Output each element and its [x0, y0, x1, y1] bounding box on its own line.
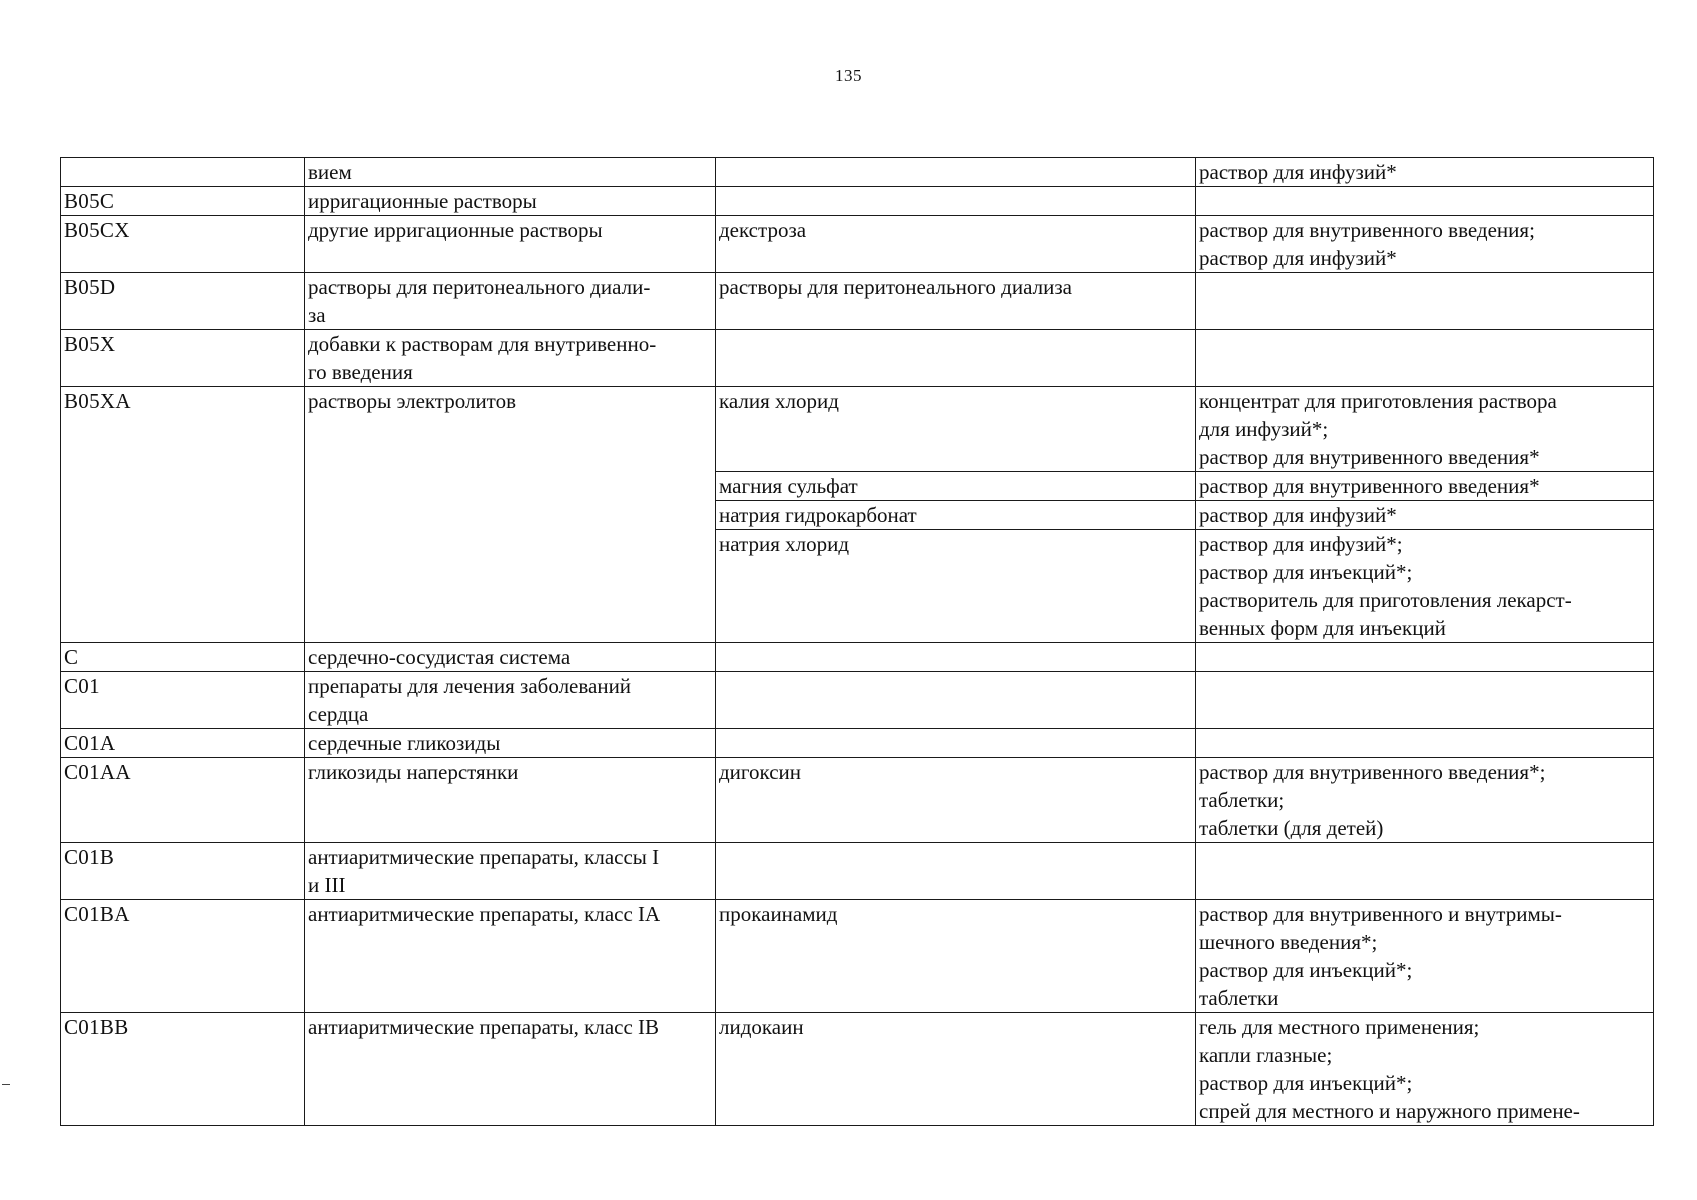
- drug-name-cell: прокаинамид: [716, 900, 1196, 1013]
- drug-list-table: [60, 157, 1654, 1126]
- table-row: [61, 187, 1654, 216]
- drug-name-cell: [716, 729, 1196, 758]
- dosage-forms-cell: раствор для внутривенного и внутримы- шечного введения*; раствор для инъекций*; таблетки: [1196, 900, 1654, 1013]
- atc-code-cell: C: [61, 643, 305, 672]
- table-row: [61, 672, 1654, 729]
- atc-code-cell: B05C: [61, 187, 305, 216]
- dosage-forms-cell: [1196, 729, 1654, 758]
- atc-code-cell: B05CX: [61, 216, 305, 273]
- anatomical-therapeutic-group-cell: антиаритмические препараты, классы I и III: [305, 843, 716, 900]
- dosage-forms-cell: гель для местного применения; капли глазные; раствор для инъекций*; спрей для местного и наружного примене-: [1196, 1013, 1654, 1126]
- drug-name-cell: [716, 158, 1196, 187]
- drug-name-cell: натрия гидрокарбонат: [716, 501, 1196, 530]
- atc-code-cell: C01BA: [61, 900, 305, 1013]
- atc-code-cell: [61, 158, 305, 187]
- anatomical-therapeutic-group-cell: гликозиды наперстянки: [305, 758, 716, 843]
- dosage-forms-cell: [1196, 187, 1654, 216]
- dosage-forms-cell: раствор для инфузий*; раствор для инъекций*; растворитель для приготовления лекарст- венных форм для инъекций: [1196, 530, 1654, 643]
- drug-name-cell: [716, 187, 1196, 216]
- table-row: [61, 729, 1654, 758]
- drug-name-cell: натрия хлорид: [716, 530, 1196, 643]
- dosage-forms-cell: раствор для инфузий*: [1196, 501, 1654, 530]
- anatomical-therapeutic-group-cell: вием: [305, 158, 716, 187]
- drug-name-cell: [716, 330, 1196, 387]
- table-row: [61, 843, 1654, 900]
- dosage-forms-cell: [1196, 643, 1654, 672]
- atc-code-cell: B05X: [61, 330, 305, 387]
- drug-name-cell: магния сульфат: [716, 472, 1196, 501]
- drug-name-cell: [716, 843, 1196, 900]
- table-row: [61, 273, 1654, 330]
- dosage-forms-cell: раствор для внутривенного введения*: [1196, 472, 1654, 501]
- atc-code-cell: C01AA: [61, 758, 305, 843]
- drug-name-cell: дигоксин: [716, 758, 1196, 843]
- anatomical-therapeutic-group-cell: препараты для лечения заболеваний сердца: [305, 672, 716, 729]
- table-row: [61, 643, 1654, 672]
- dosage-forms-cell: раствор для инфузий*: [1196, 158, 1654, 187]
- dosage-forms-cell: раствор для внутривенного введения; раствор для инфузий*: [1196, 216, 1654, 273]
- anatomical-therapeutic-group-cell: сердечно-сосудистая система: [305, 643, 716, 672]
- drug-name-cell: [716, 672, 1196, 729]
- dosage-forms-cell: [1196, 330, 1654, 387]
- table-body: [61, 158, 1654, 1126]
- page-number: 135: [835, 66, 862, 85]
- drug-name-cell: калия хлорид: [716, 387, 1196, 472]
- margin-mark: [2, 1084, 10, 1085]
- atc-code-cell: C01BB: [61, 1013, 305, 1126]
- atc-code-cell: C01A: [61, 729, 305, 758]
- anatomical-therapeutic-group-cell: другие ирригационные растворы: [305, 216, 716, 273]
- dosage-forms-cell: [1196, 273, 1654, 330]
- table-row: [61, 1013, 1654, 1126]
- anatomical-therapeutic-group-cell: растворы электролитов: [305, 387, 716, 643]
- atc-code-cell: C01B: [61, 843, 305, 900]
- atc-code-cell: C01: [61, 672, 305, 729]
- dosage-forms-cell: [1196, 672, 1654, 729]
- anatomical-therapeutic-group-cell: антиаритмические препараты, класс IA: [305, 900, 716, 1013]
- anatomical-therapeutic-group-cell: добавки к растворам для внутривенно- го введения: [305, 330, 716, 387]
- anatomical-therapeutic-group-cell: антиаритмические препараты, класс IB: [305, 1013, 716, 1126]
- dosage-forms-cell: раствор для внутривенного введения*; таблетки; таблетки (для детей): [1196, 758, 1654, 843]
- table-row: [61, 158, 1654, 187]
- table-row: [61, 330, 1654, 387]
- table-row: [61, 900, 1654, 1013]
- dosage-forms-cell: концентрат для приготовления раствора для инфузий*; раствор для внутривенного введения*: [1196, 387, 1654, 472]
- drug-name-cell: декстроза: [716, 216, 1196, 273]
- anatomical-therapeutic-group-cell: сердечные гликозиды: [305, 729, 716, 758]
- table-row: [61, 758, 1654, 843]
- table-row: [61, 216, 1654, 273]
- drug-name-cell: [716, 643, 1196, 672]
- atc-code-cell: B05D: [61, 273, 305, 330]
- anatomical-therapeutic-group-cell: ирригационные растворы: [305, 187, 716, 216]
- dosage-forms-cell: [1196, 843, 1654, 900]
- anatomical-therapeutic-group-cell: растворы для перитонеального диали- за: [305, 273, 716, 330]
- table-row: [61, 387, 1654, 472]
- drug-name-cell: растворы для перитонеального диализа: [716, 273, 1196, 330]
- atc-code-cell: B05XA: [61, 387, 305, 643]
- drug-name-cell: лидокаин: [716, 1013, 1196, 1126]
